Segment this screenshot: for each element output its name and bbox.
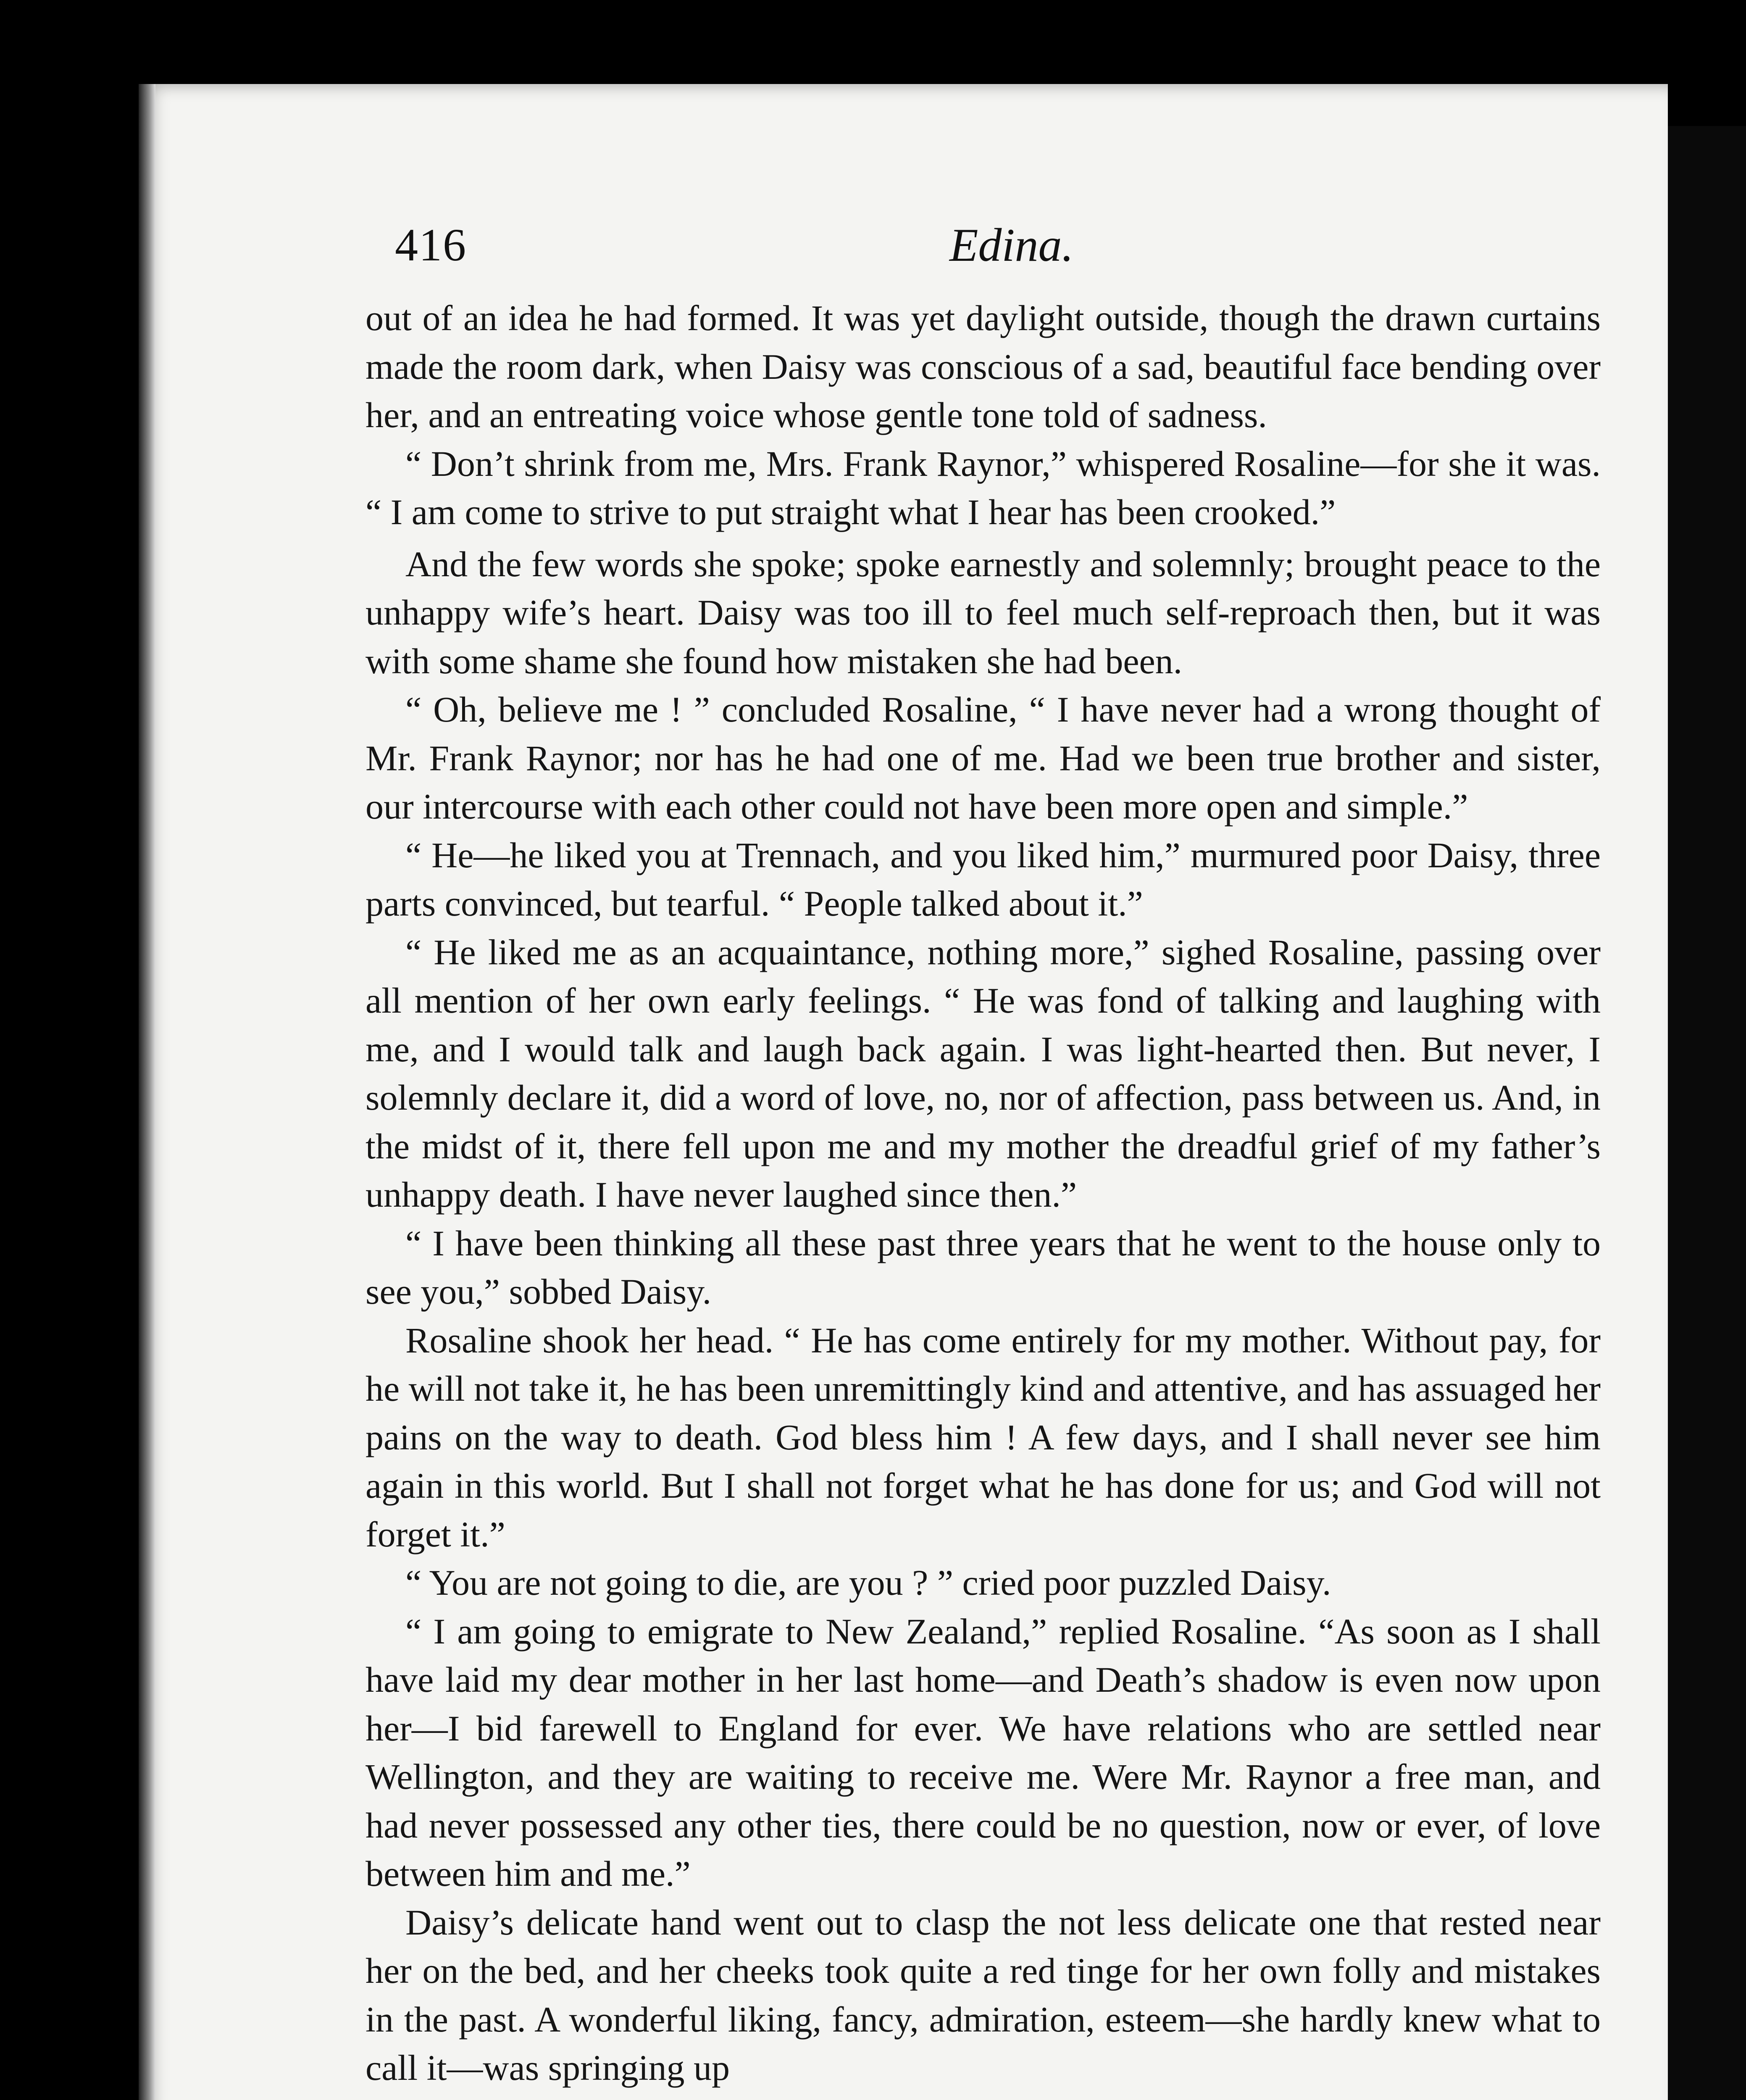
- page-gutter-shadow: [139, 84, 155, 2100]
- paragraph: And the few words she spoke; spoke earnestly and solemnly; brought peace to the unhappy wife’s heart. Daisy was too ill to feel much self-reproach then, but it was with some shame she found how mistaken she had been.: [366, 543, 1601, 681]
- page-header: [395, 218, 1571, 277]
- paragraph: “ Oh, believe me ! ” concluded Rosaline, “ I have never had a wrong thought of Mr. Frank Raynor; nor has he had one of me. Had we been true brother and sister, our intercourse with each other could not have been more open and simple.”: [366, 689, 1601, 827]
- paragraph: Daisy’s delicate hand went out to clasp the not less delicate one that rested near her on the bed, and her cheeks took quite a red tinge for her own folly and mistakes in the past. A wonderful liking, fancy, admiration, esteem—she hardly knew what to call it—was springing up: [366, 1902, 1601, 2088]
- paragraph: “ I am going to emigrate to New Zealand,” replied Rosaline. “As soon as I shall have laid my dear mother in her last home—and Death’s shadow is even now upon her—I bid farewell to England for ever. We have relations who are settled near Wellington, and they are waiting to receive me. Were Mr. Raynor a free man, and had never possessed any other ties, there could be no question, now or ever, of love between him and me.”: [366, 1611, 1601, 1894]
- paragraph: Rosaline shook her head. “ He has come entirely for my mother. Without pay, for he will not take it, he has been unremittingly kind and attentive, and has assuaged her pains on the way to death. God bless him ! A few days, and I shall never see him again in this world. But I shall not forget what he has done for us; and God will not forget it.”: [366, 1320, 1601, 1554]
- page-edge-dark: [1668, 126, 1746, 2100]
- paragraph: “ He liked me as an acquaintance, nothing more,” sighed Rosaline, passing over all mention of her own early feelings. “ He was fond of talking and laughing with me, and I would talk and laugh back again. I was light-hearted then. But never, I solemnly declare it, did a word of love, no, nor of affection, pass between us. And, in the midst of it, there fell upon me and my mother the dreadful grief of my father’s unhappy death. I have never laughed since then.”: [366, 932, 1601, 1215]
- running-title: Edina.: [949, 219, 1074, 271]
- page-number: 416: [395, 219, 467, 270]
- paragraph: “ I have been thinking all these past three years that he went to the house only to see you,” sobbed Daisy.: [366, 1223, 1601, 1312]
- paragraph: “ He—he liked you at Trennach, and you liked him,” murmured poor Daisy, three parts convinced, but tearful. “ People talked about it.”: [366, 835, 1601, 924]
- paragraph: out of an idea he had formed. It was yet daylight outside, though the drawn curtains made the room dark, when Daisy was conscious of a sad, beautiful face bending over her, and an entreating voice whose gentle tone told of sadness.: [366, 298, 1601, 435]
- paragraph: “ You are not going to die, are you ? ” cried poor puzzled Daisy.: [405, 1562, 1331, 1603]
- body-text: [366, 294, 1601, 2092]
- paragraph: “ Don’t shrink from me, Mrs. Frank Raynor,” whispered Rosaline—for she it was. “ I am come to strive to put straight what I hear has been crooked.”: [366, 443, 1601, 532]
